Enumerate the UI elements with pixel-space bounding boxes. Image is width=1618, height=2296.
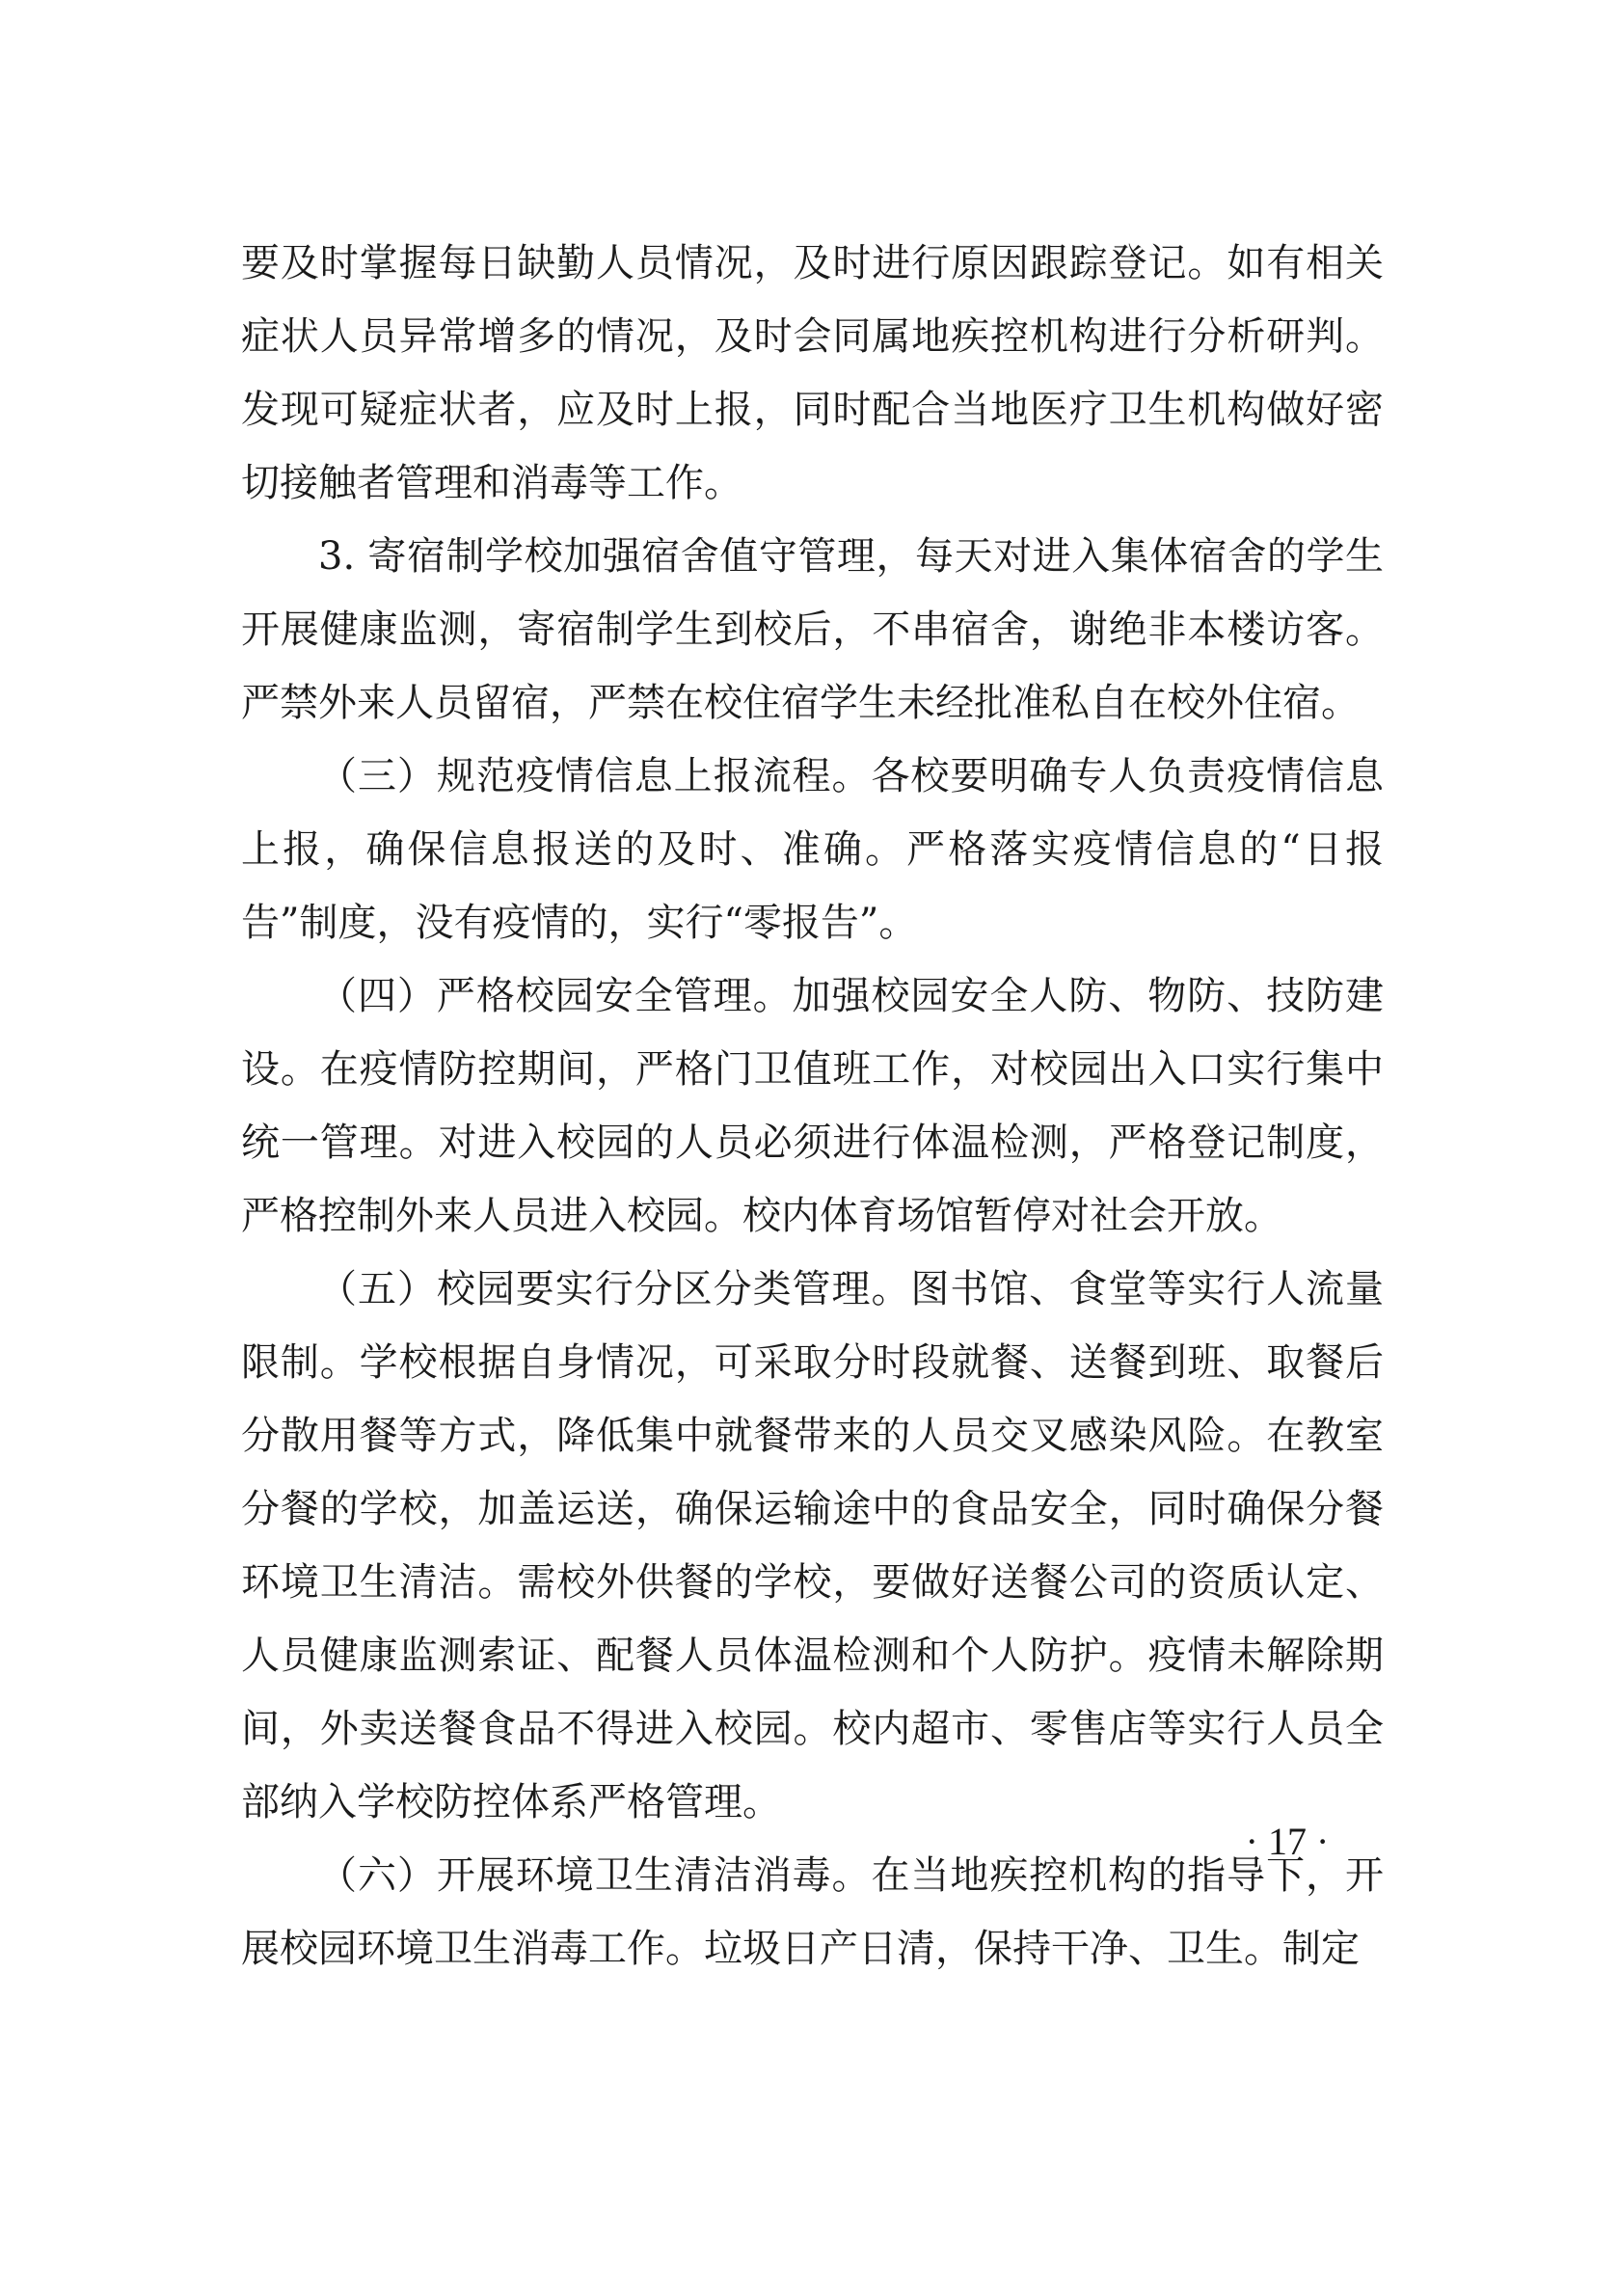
body-text bbox=[241, 227, 1384, 1985]
paragraph-section-6: （六）开展环境卫生清洁消毒。在当地疾控机构的指导下，开展校园环境卫生消毒工作。垃圾日产日清，保持干净、卫生。制定 bbox=[241, 1853, 1384, 1971]
paragraph-section-3: （三）规范疫情信息上报流程。各校要明确专人负责疫情信息上报，确保信息报送的及时、准确。严格落实疫情信息的“日报告”制度，没有疫情的，实行“零报告”。 bbox=[241, 754, 1384, 945]
paragraph-continuation: 要及时掌握每日缺勤人员情况，及时进行原因跟踪登记。如有相关症状人员异常增多的情况，及时会同属地疾控机构进行分析研判。发现可疑症状者，应及时上报，同时配合当地医疗卫生机构做好密切接触者管理和消毒等工作。 bbox=[241, 241, 1384, 505]
paragraph-section-4: （四）严格校园安全管理。加强校园安全人防、物防、技防建设。在疫情防控期间，严格门卫值班工作，对校园出入口实行集中统一管理。对进入校园的人员必须进行体温检测，严格登记制度，严格控制外来人员进入校园。校内体育场馆暂停对社会开放。 bbox=[241, 974, 1384, 1238]
paragraph-section-5: （五）校园要实行分区分类管理。图书馆、食堂等实行人流量限制。学校根据自身情况，可采取分时段就餐、送餐到班、取餐后分散用餐等方式，降低集中就餐带来的人员交叉感染风险。在教室分餐的学校，加盖运送，确保运输途中的食品安全，同时确保分餐环境卫生清洁。需校外供餐的学校，要做好送餐公司的资质认定、人员健康监测索证、配餐人员体温检测和个人防护。疫情未解除期间，外卖送餐食品不得进入校园。校内超市、零售店等实行人员全部纳入学校防控体系严格管理。 bbox=[241, 1267, 1384, 1824]
page-number: · 17 · bbox=[1245, 1820, 1330, 1863]
paragraph-boarding-schools: 3. 寄宿制学校加强宿舍值守管理，每天对进入集体宿舍的学生开展健康监测，寄宿制学生到校后，不串宿舍，谢绝非本楼访客。严禁外来人员留宿，严禁在校住宿学生未经批准私自在校外住宿。 bbox=[241, 534, 1384, 725]
